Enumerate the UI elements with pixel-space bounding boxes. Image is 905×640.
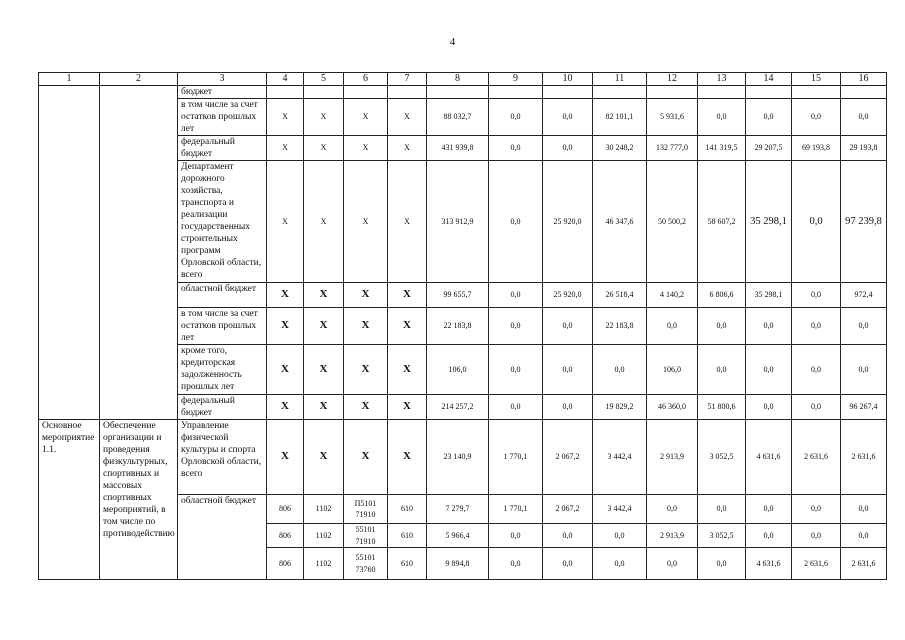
value-cell: 0,0 bbox=[792, 395, 841, 420]
x-mark: X bbox=[304, 345, 344, 395]
blank-cell-col2 bbox=[100, 86, 178, 420]
value-cell: 99 655,7 bbox=[427, 283, 489, 308]
value-cell: 97 239,8 bbox=[841, 161, 887, 283]
code-cell: 610 bbox=[388, 495, 427, 524]
blank-cell bbox=[792, 86, 841, 99]
row-label: бюджет bbox=[178, 86, 267, 99]
value-cell: 29 207,5 bbox=[746, 136, 792, 161]
value-cell: 0,0 bbox=[543, 395, 593, 420]
value-cell: 0,0 bbox=[489, 548, 543, 580]
value-cell: 6 806,6 bbox=[698, 283, 746, 308]
value-cell: 0,0 bbox=[698, 345, 746, 395]
row-label: областной бюджет bbox=[178, 495, 267, 580]
row-label: федеральный бюджет bbox=[178, 395, 267, 420]
value-cell: 0,0 bbox=[841, 345, 887, 395]
row-label: Управление физической культуры и спорта Орловской области, всего bbox=[178, 420, 267, 495]
row-label: в том числе за счет остатков прошлых лет bbox=[178, 99, 267, 136]
value-cell: 50 500,2 bbox=[647, 161, 698, 283]
x-mark: X bbox=[304, 161, 344, 283]
code-cell: П5101 71910 bbox=[344, 495, 388, 524]
value-cell: 23 140,9 bbox=[427, 420, 489, 495]
value-cell: 0,0 bbox=[698, 99, 746, 136]
column-header: 10 bbox=[543, 73, 593, 86]
value-cell: 0,0 bbox=[489, 161, 543, 283]
column-header: 12 bbox=[647, 73, 698, 86]
value-cell: 46 347,6 bbox=[593, 161, 647, 283]
row-label: областной бюджет bbox=[178, 283, 267, 308]
code-cell: 806 bbox=[267, 495, 304, 524]
code-cell: 1102 bbox=[304, 495, 344, 524]
blank-cell-col1 bbox=[39, 86, 100, 420]
x-mark: X bbox=[267, 420, 304, 495]
value-cell: 0,0 bbox=[698, 495, 746, 524]
x-mark: X bbox=[388, 395, 427, 420]
column-header: 1 bbox=[39, 73, 100, 86]
blank-cell bbox=[543, 86, 593, 99]
value-cell: 35 298,1 bbox=[746, 161, 792, 283]
code-cell: 55101 73760 bbox=[344, 548, 388, 580]
x-mark: X bbox=[304, 283, 344, 308]
value-cell: 7 279,7 bbox=[427, 495, 489, 524]
value-cell: 2 067,2 bbox=[543, 420, 593, 495]
x-mark: X bbox=[267, 395, 304, 420]
value-cell: 0,0 bbox=[698, 548, 746, 580]
value-cell: 0,0 bbox=[647, 495, 698, 524]
code-cell: 55101 71910 bbox=[344, 524, 388, 548]
x-mark: X bbox=[388, 345, 427, 395]
event-number: Основное мероприятие 1.1. bbox=[39, 420, 100, 580]
blank-cell bbox=[304, 86, 344, 99]
value-cell: 1 770,1 bbox=[489, 420, 543, 495]
value-cell: 3 442,4 bbox=[593, 420, 647, 495]
value-cell: 0,0 bbox=[841, 99, 887, 136]
column-header: 5 bbox=[304, 73, 344, 86]
x-mark: X bbox=[344, 161, 388, 283]
value-cell: 0,0 bbox=[792, 99, 841, 136]
value-cell: 0,0 bbox=[489, 308, 543, 345]
x-mark: X bbox=[388, 99, 427, 136]
x-mark: X bbox=[304, 308, 344, 345]
value-cell: 0,0 bbox=[792, 524, 841, 548]
blank-cell bbox=[647, 86, 698, 99]
value-cell: 88 032,7 bbox=[427, 99, 489, 136]
value-cell: 972,4 bbox=[841, 283, 887, 308]
column-header: 8 bbox=[427, 73, 489, 86]
x-mark: X bbox=[267, 99, 304, 136]
value-cell: 0,0 bbox=[543, 345, 593, 395]
x-mark: X bbox=[267, 136, 304, 161]
value-cell: 2 913,9 bbox=[647, 420, 698, 495]
value-cell: 82 101,1 bbox=[593, 99, 647, 136]
value-cell: 0,0 bbox=[792, 495, 841, 524]
value-cell: 25 920,0 bbox=[543, 283, 593, 308]
x-mark: X bbox=[344, 99, 388, 136]
value-cell: 5 966,4 bbox=[427, 524, 489, 548]
blank-cell bbox=[593, 86, 647, 99]
value-cell: 35 298,1 bbox=[746, 283, 792, 308]
value-cell: 26 518,4 bbox=[593, 283, 647, 308]
value-cell: 0,0 bbox=[543, 99, 593, 136]
value-cell: 19 829,2 bbox=[593, 395, 647, 420]
x-mark: X bbox=[344, 420, 388, 495]
column-header: 2 bbox=[100, 73, 178, 86]
value-cell: 0,0 bbox=[841, 524, 887, 548]
x-mark: X bbox=[344, 395, 388, 420]
blank-cell bbox=[489, 86, 543, 99]
x-mark: X bbox=[344, 308, 388, 345]
x-mark: X bbox=[388, 420, 427, 495]
value-cell: 141 319,5 bbox=[698, 136, 746, 161]
blank-cell bbox=[698, 86, 746, 99]
value-cell: 214 257,2 bbox=[427, 395, 489, 420]
column-header: 9 bbox=[489, 73, 543, 86]
budget-table bbox=[38, 72, 887, 580]
value-cell: 0,0 bbox=[489, 345, 543, 395]
value-cell: 0,0 bbox=[746, 524, 792, 548]
row-label: федеральный бюджет bbox=[178, 136, 267, 161]
page-number: 4 bbox=[449, 36, 456, 48]
value-cell: 0,0 bbox=[489, 99, 543, 136]
value-cell: 3 052,5 bbox=[698, 524, 746, 548]
value-cell: 96 267,4 bbox=[841, 395, 887, 420]
value-cell: 0,0 bbox=[746, 495, 792, 524]
value-cell: 431 939,8 bbox=[427, 136, 489, 161]
x-mark: X bbox=[344, 136, 388, 161]
code-cell: 806 bbox=[267, 548, 304, 580]
value-cell: 0,0 bbox=[792, 283, 841, 308]
value-cell: 0,0 bbox=[543, 524, 593, 548]
value-cell: 2 631,6 bbox=[841, 548, 887, 580]
value-cell: 0,0 bbox=[792, 161, 841, 283]
blank-cell bbox=[427, 86, 489, 99]
value-cell: 0,0 bbox=[543, 308, 593, 345]
value-cell: 0,0 bbox=[792, 308, 841, 345]
x-mark: X bbox=[267, 161, 304, 283]
value-cell: 106,0 bbox=[427, 345, 489, 395]
value-cell: 30 248,2 bbox=[593, 136, 647, 161]
value-cell: 22 183,8 bbox=[593, 308, 647, 345]
value-cell: 5 931,6 bbox=[647, 99, 698, 136]
value-cell: 0,0 bbox=[746, 99, 792, 136]
x-mark: X bbox=[388, 283, 427, 308]
code-cell: 1102 bbox=[304, 548, 344, 580]
x-mark: X bbox=[344, 345, 388, 395]
x-mark: X bbox=[388, 136, 427, 161]
value-cell: 51 800,6 bbox=[698, 395, 746, 420]
column-header: 3 bbox=[178, 73, 267, 86]
x-mark: X bbox=[344, 283, 388, 308]
value-cell: 0,0 bbox=[489, 395, 543, 420]
value-cell: 0,0 bbox=[593, 548, 647, 580]
code-cell: 1102 bbox=[304, 524, 344, 548]
column-header: 4 bbox=[267, 73, 304, 86]
x-mark: X bbox=[267, 345, 304, 395]
table-row bbox=[39, 86, 887, 99]
column-header: 15 bbox=[792, 73, 841, 86]
code-cell: 610 bbox=[388, 548, 427, 580]
blank-cell bbox=[344, 86, 388, 99]
value-cell: 25 920,0 bbox=[543, 161, 593, 283]
x-mark: X bbox=[304, 136, 344, 161]
row-label: в том числе за счет остатков прошлых лет bbox=[178, 308, 267, 345]
value-cell: 0,0 bbox=[647, 308, 698, 345]
x-mark: X bbox=[267, 283, 304, 308]
x-mark: X bbox=[267, 308, 304, 345]
value-cell: 0,0 bbox=[647, 548, 698, 580]
value-cell: 22 183,8 bbox=[427, 308, 489, 345]
value-cell: 0,0 bbox=[746, 345, 792, 395]
blank-cell bbox=[267, 86, 304, 99]
value-cell: 0,0 bbox=[698, 308, 746, 345]
row-label: Департамент дорожного хозяйства, транспорта и реализации государственных строительных программ Орловской области, всего bbox=[178, 161, 267, 283]
value-cell: 3 442,4 bbox=[593, 495, 647, 524]
value-cell: 106,0 bbox=[647, 345, 698, 395]
value-cell: 4 140,2 bbox=[647, 283, 698, 308]
column-header: 16 bbox=[841, 73, 887, 86]
value-cell: 0,0 bbox=[543, 136, 593, 161]
code-cell: 806 bbox=[267, 524, 304, 548]
value-cell: 0,0 bbox=[489, 283, 543, 308]
value-cell: 2 631,6 bbox=[792, 420, 841, 495]
code-cell: 610 bbox=[388, 524, 427, 548]
value-cell: 2 631,6 bbox=[792, 548, 841, 580]
row-label: кроме того, кредиторская задолженность прошлых лет bbox=[178, 345, 267, 395]
value-cell: 9 894,8 bbox=[427, 548, 489, 580]
value-cell: 0,0 bbox=[593, 345, 647, 395]
value-cell: 2 913,9 bbox=[647, 524, 698, 548]
value-cell: 2 067,2 bbox=[543, 495, 593, 524]
value-cell: 29 193,8 bbox=[841, 136, 887, 161]
value-cell: 0,0 bbox=[841, 308, 887, 345]
value-cell: 2 631,6 bbox=[841, 420, 887, 495]
value-cell: 0,0 bbox=[593, 524, 647, 548]
x-mark: X bbox=[388, 161, 427, 283]
value-cell: 4 631,6 bbox=[746, 420, 792, 495]
value-cell: 0,0 bbox=[792, 345, 841, 395]
value-cell: 313 912,9 bbox=[427, 161, 489, 283]
value-cell: 0,0 bbox=[543, 548, 593, 580]
value-cell: 0,0 bbox=[841, 495, 887, 524]
column-header: 6 bbox=[344, 73, 388, 86]
header-row bbox=[39, 73, 887, 86]
value-cell: 0,0 bbox=[746, 395, 792, 420]
x-mark: X bbox=[304, 395, 344, 420]
value-cell: 69 193,8 bbox=[792, 136, 841, 161]
x-mark: X bbox=[304, 99, 344, 136]
value-cell: 4 631,6 bbox=[746, 548, 792, 580]
value-cell: 3 052,5 bbox=[698, 420, 746, 495]
value-cell: 0,0 bbox=[489, 524, 543, 548]
blank-cell bbox=[746, 86, 792, 99]
value-cell: 0,0 bbox=[489, 136, 543, 161]
event-name: Обеспечение организации и проведения физкультурных, спортивных и массовых спортивных мероприятий, в том числе по противодействию bbox=[100, 420, 178, 580]
value-cell: 132 777,0 bbox=[647, 136, 698, 161]
x-mark: X bbox=[304, 420, 344, 495]
column-header: 11 bbox=[593, 73, 647, 86]
value-cell: 0,0 bbox=[746, 308, 792, 345]
table-row bbox=[39, 420, 887, 495]
blank-cell bbox=[388, 86, 427, 99]
column-header: 7 bbox=[388, 73, 427, 86]
column-header: 13 bbox=[698, 73, 746, 86]
blank-cell bbox=[841, 86, 887, 99]
value-cell: 58 607,2 bbox=[698, 161, 746, 283]
x-mark: X bbox=[388, 308, 427, 345]
column-header: 14 bbox=[746, 73, 792, 86]
value-cell: 46 360,0 bbox=[647, 395, 698, 420]
value-cell: 1 770,1 bbox=[489, 495, 543, 524]
